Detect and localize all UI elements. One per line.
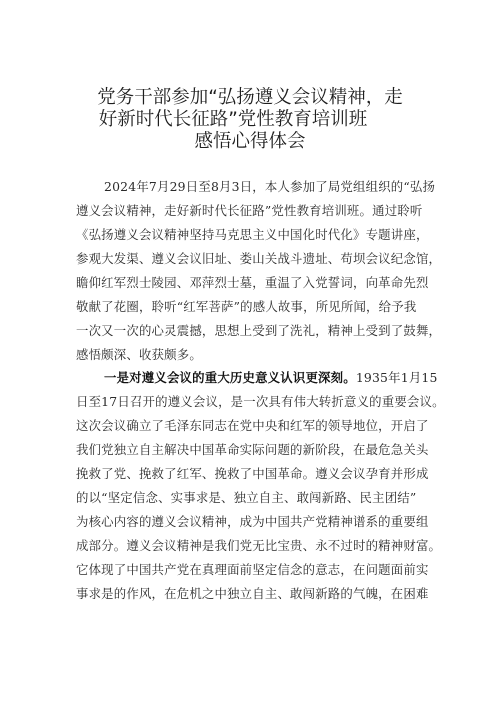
paragraph-2-first-line bbox=[104, 368, 438, 388]
paragraph-1-line: 一次又一次的心灵震撼，思想上受到了洗礼，精神上受到了鼓舞， bbox=[76, 323, 442, 338]
document-title-line-1: 党务干部参加“弘扬遵义会议精神，走 bbox=[97, 87, 403, 108]
paragraph-2-lead-rest: 1935年1月15 bbox=[355, 370, 438, 385]
paragraph-1-line: 感悟颇深、收获颇多。 bbox=[76, 347, 202, 362]
paragraph-2-line: 我们党独立自主解决中国革命实际问题的新阶段，在最危急关头 bbox=[76, 442, 429, 457]
paragraph-1-line: 参观大发渠、遵义会议旧址、娄山关战斗遗址、苟坝会议纪念馆， bbox=[76, 251, 442, 266]
paragraph-2-line: 事求是的作风，在危机之中独立自主、敢闯新路的气魄，在困难 bbox=[76, 586, 429, 601]
paragraph-2-lead-heading: 一是对遵义会议的重大历史意义认识更深刻。 bbox=[104, 370, 356, 385]
paragraph-1-line: 瞻仰红军烈士陵园、邓萍烈士墓，重温了入党誓词，向革命先烈 bbox=[76, 275, 429, 290]
paragraph-2-line: 为核心内容的遵义会议精神，成为中国共产党精神谱系的重要组 bbox=[76, 514, 429, 529]
paragraph-2-line: 日至17日召开的遵义会议，是一次具有伟大转折意义的重要会议。 bbox=[76, 394, 445, 409]
document-title-line-2: 好新时代长征路”党性教育培训班 bbox=[98, 109, 368, 130]
paragraph-2-line: 的以“坚定信念、实事求是、独立自主、敢闯新路、民主团结” bbox=[76, 490, 417, 505]
paragraph-2-line: 它体现了中国共产党在真理面前坚定信念的意志，在问题面前实 bbox=[76, 562, 429, 577]
paragraph-2-line: 成部分。遵义会议精神是我们党无比宝贵、永不过时的精神财富。 bbox=[76, 538, 442, 553]
paragraph-1-line: 2024年7月29日至8月3日，本人参加了局党组组织的“弘扬 bbox=[104, 179, 436, 194]
paragraph-2-line: 挽救了党、挽救了红军、挽救了中国革命。遵义会议孕育并形成 bbox=[76, 466, 429, 481]
document-title-line-3: 感悟心得体会 bbox=[194, 131, 306, 152]
paragraph-1-line: 《弘扬遵义会议精神坚持马克思主义中国化时代化》专题讲座， bbox=[76, 227, 429, 242]
paragraph-1-line: 敬献了花圈，聆听“红军菩萨”的感人故事，所见所闻，给予我 bbox=[76, 299, 417, 314]
paragraph-1-line: 遵义会议精神，走好新时代长征路”党性教育培训班。通过聆听 bbox=[76, 203, 423, 218]
paragraph-2-line: 这次会议确立了毛泽东同志在党中央和红军的领导地位，开启了 bbox=[76, 418, 429, 433]
